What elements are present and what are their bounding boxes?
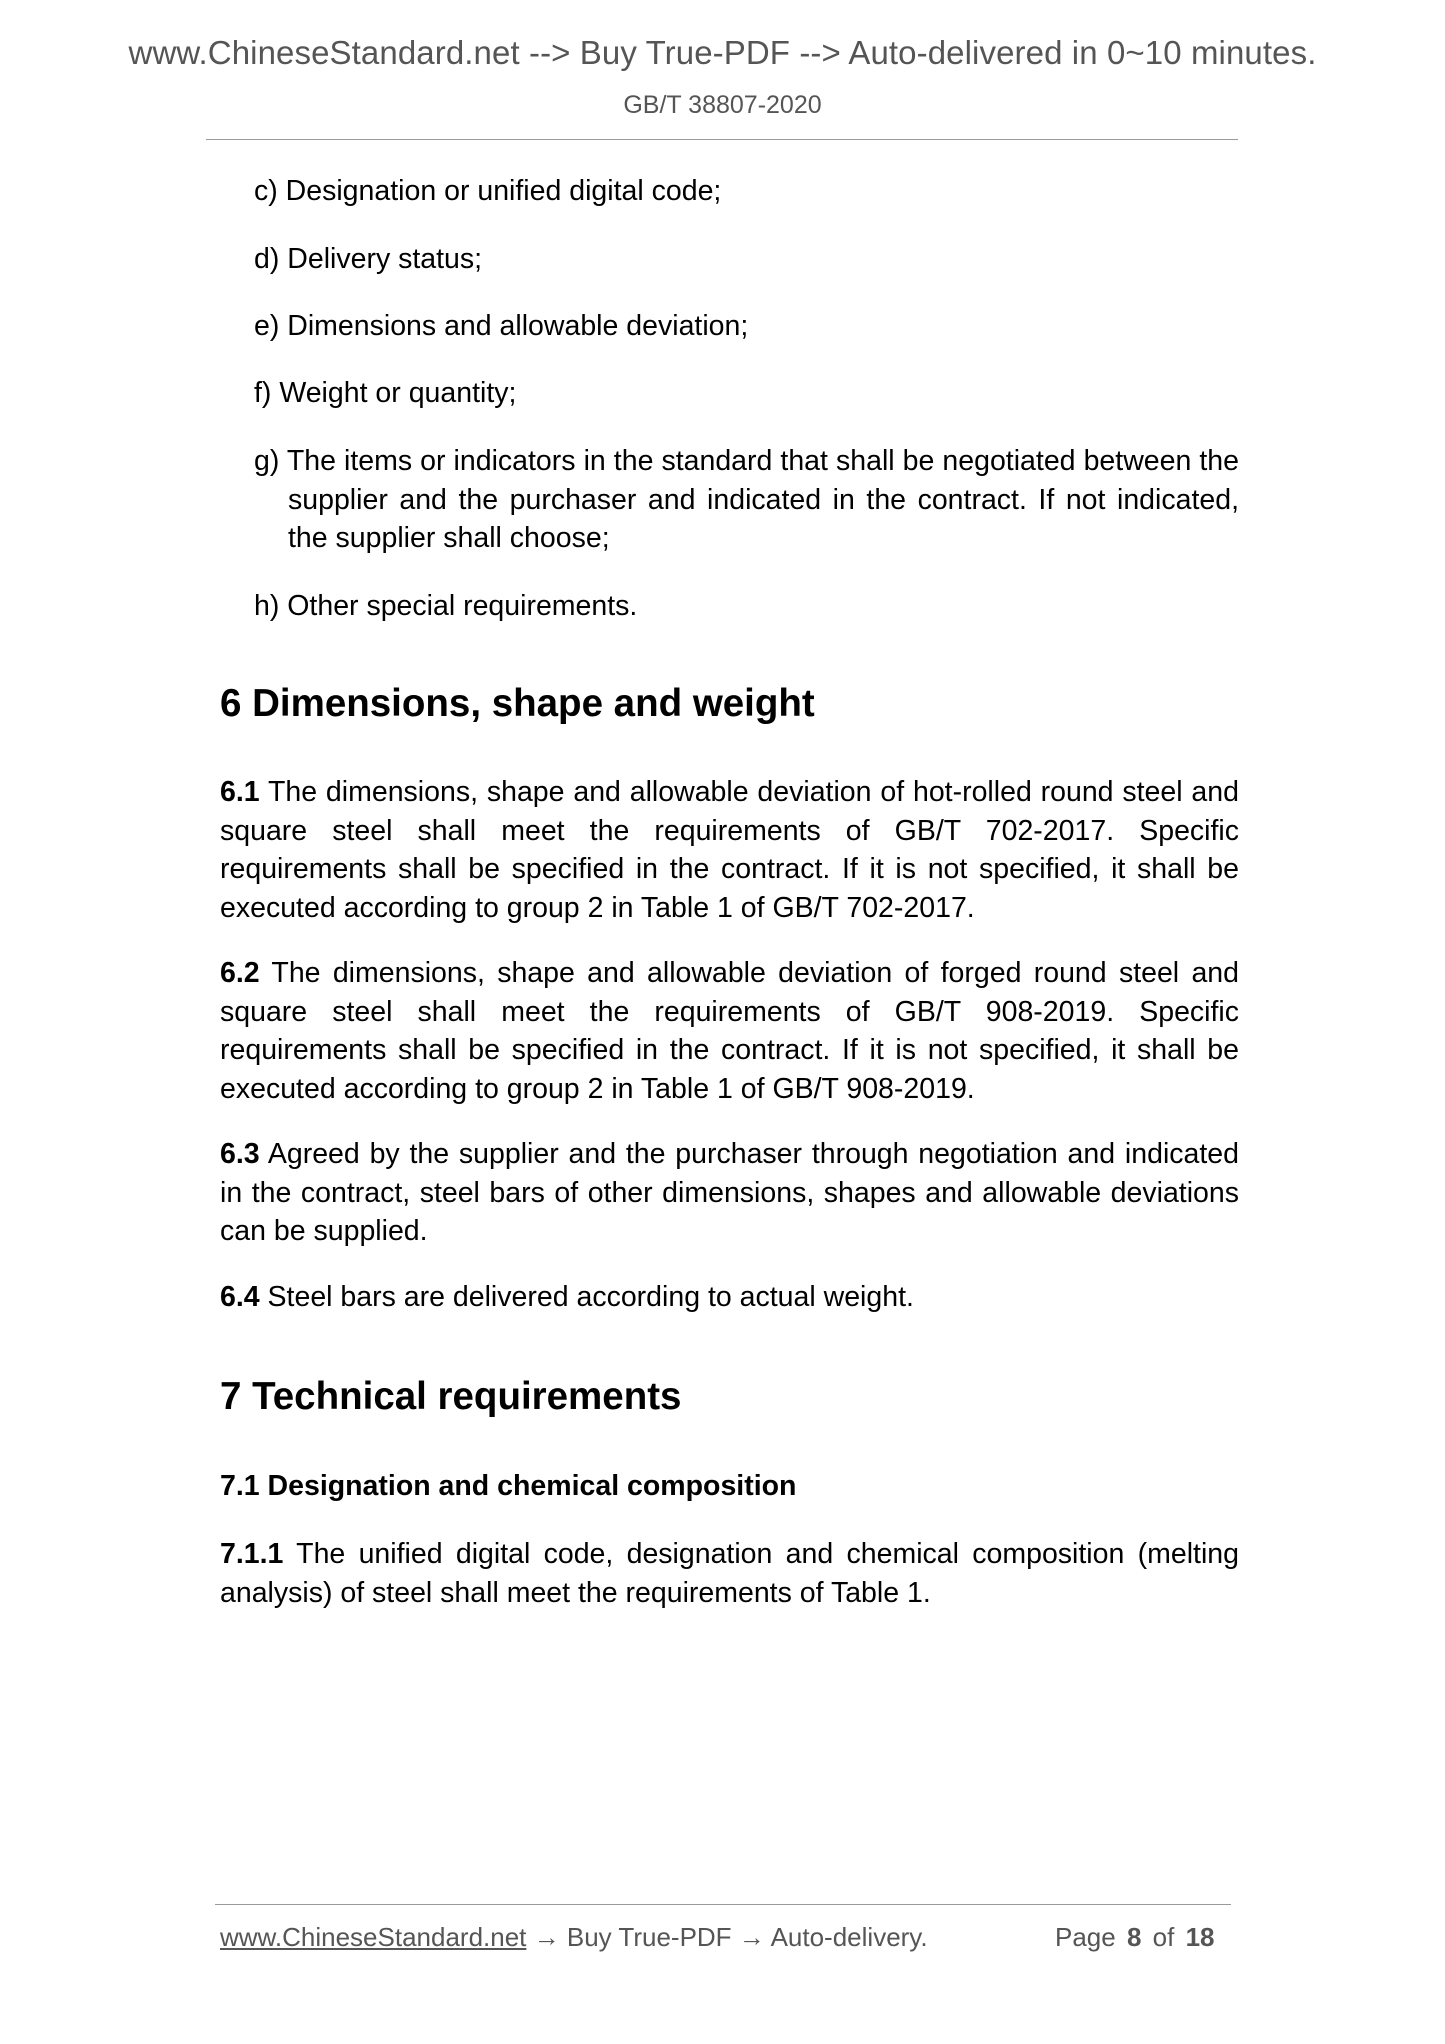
clause-text: Steel bars are delivered according to actual weight. [259, 1281, 914, 1313]
clause-number: 6.1 [220, 776, 260, 808]
clause-text: Agreed by the supplier and the purchaser through negotiation and indicated in the contract, steel bars of other dimensions, shapes and allowable deviations can be supplied. [220, 1138, 1239, 1247]
section-7-1-heading: 7.1 Designation and chemical composition [220, 1470, 797, 1502]
footer-divider [215, 1904, 1231, 1905]
clause-number: 6.4 [220, 1281, 260, 1313]
footer-link-line [220, 1922, 928, 1953]
list-item-f: f) Weight or quantity; [254, 377, 517, 409]
section-7-heading: 7 Technical requirements [220, 1375, 682, 1418]
list-item-g: g) The items or indicators in the standard that shall be negotiated between the supplier and the purchaser and indicated in the contract. If not indicated, the supplier shall choose; [254, 445, 1239, 554]
clause-6-3 [220, 1135, 1239, 1251]
clause-6-2 [220, 954, 1239, 1108]
clause-7-1-1 [220, 1535, 1239, 1612]
page-total: 18 [1185, 1922, 1215, 1952]
clause-number: 6.3 [220, 1138, 260, 1170]
clause-number: 7.1.1 [220, 1538, 284, 1570]
footer-tagline: → Buy True-PDF → Auto-delivery. [526, 1922, 928, 1952]
list-item-c: c) Designation or unified digital code; [254, 175, 722, 207]
list-item-d: d) Delivery status; [254, 243, 483, 275]
clause-6-4 [220, 1278, 1239, 1317]
site-banner: www.ChineseStandard.net --> Buy True-PDF --> Auto-delivered in 0~10 minutes. [128, 34, 1317, 71]
clause-6-1 [220, 773, 1239, 927]
clause-text: The dimensions, shape and allowable deviation of forged round steel and square steel shall meet the requirements of GB/T 908-2019. Specific requirements shall be specified in the contract. If it is not specified, it shall be executed according to group 2 in Table 1 of GB/T 908-2019. [220, 957, 1239, 1105]
section-6-heading: 6 Dimensions, shape and weight [220, 682, 815, 725]
list-item-e: e) Dimensions and allowable deviation; [254, 310, 749, 342]
page-indicator [1055, 1922, 1215, 1953]
page-label: Page [1055, 1922, 1116, 1952]
page-current: 8 [1126, 1922, 1142, 1952]
standard-code: GB/T 38807-2020 [623, 91, 822, 119]
clause-text: The dimensions, shape and allowable deviation of hot-rolled round steel and square steel shall meet the requirements of GB/T 702-2017. Specific requirements shall be specified in the contract. If it is not specified, it shall be executed according to group 2 in Table 1 of GB/T 702-2017. [220, 776, 1239, 924]
list-item-h: h) Other special requirements. [254, 590, 638, 622]
page-of: of [1152, 1922, 1175, 1952]
clause-number: 6.2 [220, 957, 260, 989]
header-divider [206, 139, 1238, 140]
footer-site-link[interactable]: www.ChineseStandard.net [220, 1922, 527, 1952]
clause-text: The unified digital code, designation and chemical composition (melting analysis) of steel shall meet the requirements of Table 1. [220, 1538, 1239, 1609]
